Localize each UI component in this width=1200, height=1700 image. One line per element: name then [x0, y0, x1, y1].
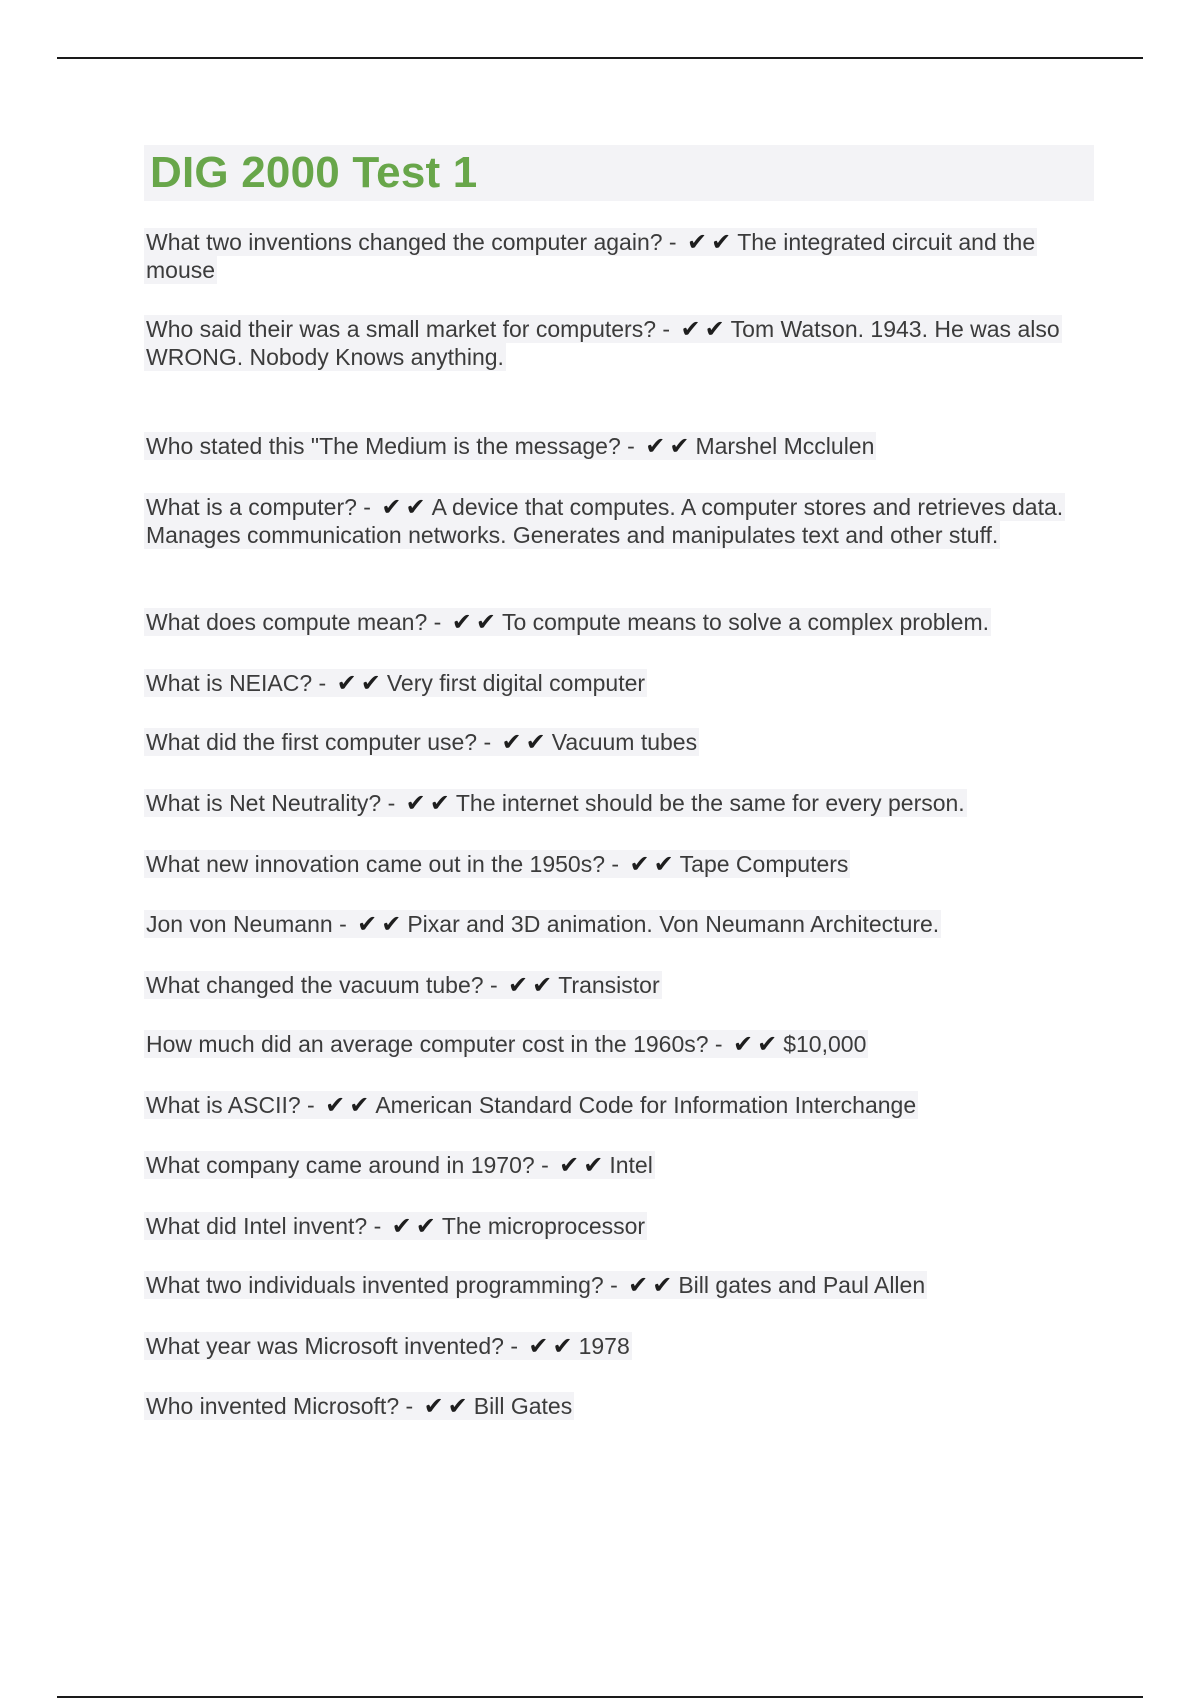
question-text: What does compute mean? -: [146, 609, 442, 635]
check-mark-icon: ✔✔: [381, 493, 430, 521]
qa-item: [144, 850, 1064, 878]
answer-text: Tom Watson. 1943. He was also WRONG. Nobody Knows anything.: [146, 316, 1060, 370]
question-text: What is ASCII? -: [146, 1092, 315, 1118]
check-mark-icon: ✔✔: [680, 315, 729, 343]
question-text: Who invented Microsoft? -: [146, 1393, 414, 1419]
qa-item: [144, 608, 1064, 636]
answer-text: 1978: [578, 1333, 630, 1359]
qa-item: [144, 228, 1064, 284]
answer-text: Pixar and 3D animation. Von Neumann Architecture.: [407, 911, 940, 937]
qa-item: [144, 1151, 1064, 1179]
bottom-rule: [57, 1696, 1143, 1698]
question-text: What new innovation came out in the 1950s? -: [146, 851, 620, 877]
document-title: DIG 2000 Test 1: [150, 148, 478, 197]
answer-text: American Standard Code for Information Interchange: [375, 1092, 917, 1118]
answer-text: Vacuum tubes: [551, 729, 698, 755]
title-band: [144, 145, 1094, 201]
top-rule: [57, 57, 1143, 59]
check-mark-icon: ✔✔: [508, 971, 557, 999]
answer-text: Marshel Mcclulen: [695, 433, 875, 459]
qa-item: [144, 432, 1064, 460]
check-mark-icon: ✔✔: [733, 1030, 782, 1058]
question-text: What is NEIAC? -: [146, 670, 327, 696]
qa-item: [144, 789, 1064, 817]
document-body: [144, 145, 1094, 1420]
check-mark-icon: ✔✔: [336, 669, 385, 697]
question-text: What did the first computer use? -: [146, 729, 492, 755]
question-text: What is a computer? -: [146, 494, 371, 520]
check-mark-icon: ✔✔: [357, 910, 406, 938]
answer-text: Bill gates and Paul Allen: [678, 1272, 926, 1298]
qa-item: [144, 1332, 1064, 1360]
answer-text: Tape Computers: [679, 851, 849, 877]
answer-text: To compute means to solve a complex problem.: [501, 609, 990, 635]
qa-item: [144, 1091, 1064, 1119]
qa-item: [144, 493, 1064, 549]
qa-item: [144, 971, 1064, 999]
check-mark-icon: ✔✔: [405, 789, 454, 817]
qa-item: [144, 1271, 1064, 1299]
check-mark-icon: ✔✔: [423, 1392, 472, 1420]
question-text: Jon von Neumann -: [146, 911, 347, 937]
answer-text: The internet should be the same for every person.: [455, 790, 965, 816]
check-mark-icon: ✔✔: [628, 1271, 677, 1299]
answer-text: $10,000: [783, 1031, 867, 1057]
answer-text: Transistor: [558, 972, 660, 998]
question-text: What changed the vacuum tube? -: [146, 972, 498, 998]
qa-item: [144, 728, 1064, 756]
question-text: What is Net Neutrality? -: [146, 790, 396, 816]
answer-text: A device that computes. A computer stores and retrieves data. Manages communication networks. Generates and manipulates text and other stuff.: [146, 494, 1064, 548]
answer-text: The integrated circuit and the mouse: [146, 229, 1036, 283]
check-mark-icon: ✔✔: [687, 228, 736, 256]
answer-text: The microprocessor: [441, 1213, 646, 1239]
check-mark-icon: ✔✔: [325, 1091, 374, 1119]
qa-item: [144, 669, 1064, 697]
qa-item: [144, 1392, 1064, 1420]
answer-text: Bill Gates: [473, 1393, 573, 1419]
qa-item: [144, 315, 1064, 371]
answer-text: Intel: [609, 1152, 653, 1178]
question-text: What company came around in 1970? -: [146, 1152, 549, 1178]
qa-item: [144, 1030, 1064, 1058]
question-text: Who stated this "The Medium is the message? -: [146, 433, 635, 459]
question-text: How much did an average computer cost in the 1960s? -: [146, 1031, 723, 1057]
question-text: What two individuals invented programming? -: [146, 1272, 618, 1298]
question-text: What year was Microsoft invented? -: [146, 1333, 518, 1359]
check-mark-icon: ✔✔: [528, 1332, 577, 1360]
question-text: Who said their was a small market for computers? -: [146, 316, 671, 342]
check-mark-icon: ✔✔: [645, 432, 694, 460]
check-mark-icon: ✔✔: [629, 850, 678, 878]
qa-item: [144, 910, 1064, 938]
answer-text: Very first digital computer: [386, 670, 646, 696]
qa-item: [144, 1212, 1064, 1240]
check-mark-icon: ✔✔: [559, 1151, 608, 1179]
check-mark-icon: ✔✔: [501, 728, 550, 756]
check-mark-icon: ✔✔: [391, 1212, 440, 1240]
question-text: What two inventions changed the computer again? -: [146, 229, 677, 255]
question-text: What did Intel invent? -: [146, 1213, 382, 1239]
check-mark-icon: ✔✔: [451, 608, 500, 636]
